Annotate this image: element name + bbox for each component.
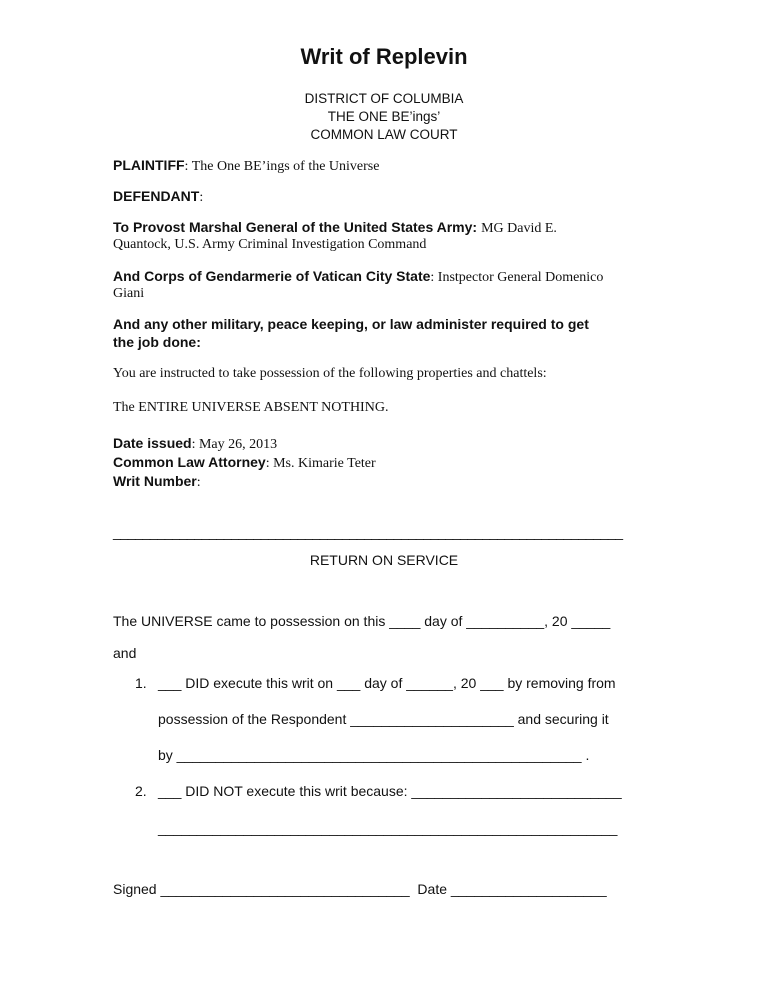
date-issued-field: Date issued: May 26, 2013 bbox=[113, 435, 278, 452]
document-title: Writ of Replevin bbox=[300, 44, 468, 69]
gendarmerie-field: And Corps of Gendarmerie of Vatican City State: Instpector General Domenico bbox=[113, 268, 604, 285]
provost-value: MG David E. bbox=[481, 221, 557, 236]
item-1-line1: ___ DID execute this writ on ___ day of ______, 20 ___ by removing from bbox=[158, 675, 616, 691]
court-type: COMMON LAW COURT bbox=[310, 127, 458, 142]
date-issued-label: Date issued bbox=[113, 435, 192, 451]
court-name: THE ONE BE’ings’ bbox=[327, 109, 441, 124]
item-1-line3: by ____________________________________________________ . bbox=[158, 747, 590, 763]
other-authorities-line1: And any other military, peace keeping, or law administer required to get bbox=[113, 316, 589, 332]
gendarmerie-label: And Corps of Gendarmerie of Vatican City State bbox=[113, 268, 431, 284]
defendant-field: DEFENDANT: bbox=[113, 188, 204, 205]
section-separator: _____________________________________________________________________ bbox=[113, 524, 623, 540]
item-2-number: 2. bbox=[135, 783, 147, 799]
attorney-label: Common Law Attorney bbox=[113, 454, 266, 470]
instruction-text: You are instructed to take possession of the following properties and chattels: bbox=[113, 366, 547, 381]
item-1-number: 1. bbox=[135, 675, 147, 691]
plaintiff-label: PLAINTIFF bbox=[113, 157, 185, 173]
plaintiff-value: The One BE’ings of the Universe bbox=[191, 159, 380, 174]
provost-field bbox=[113, 219, 557, 237]
defendant-label: DEFENDANT bbox=[113, 188, 200, 204]
possession-line: The UNIVERSE came to possession on this ____ day of __________, 20 _____ bbox=[113, 613, 611, 629]
attorney-field: Common Law Attorney: Ms. Kimarie Teter bbox=[113, 454, 376, 471]
and-text: and bbox=[113, 645, 137, 661]
item-1-line2: possession of the Respondent _____________________ and securing it bbox=[158, 711, 609, 727]
date-issued-value: May 26, 2013 bbox=[198, 437, 278, 452]
court-district: DISTRICT OF COLUMBIA bbox=[304, 91, 464, 106]
signature-line: Signed ________________________________ Date ____________________ bbox=[113, 881, 607, 897]
item-2-line2: ___________________________________________________________ bbox=[158, 820, 618, 836]
plaintiff-field: PLAINTIFF: The One BE’ings of the Universe bbox=[113, 157, 380, 174]
item-2-line1: ___ DID NOT execute this writ because: ___________________________ bbox=[158, 783, 622, 799]
gendarmerie-value-cont: Giani bbox=[113, 286, 145, 301]
gendarmerie-value: Instpector General Domenico bbox=[437, 270, 604, 285]
attorney-value: Ms. Kimarie Teter bbox=[273, 456, 376, 471]
property-text: The ENTIRE UNIVERSE ABSENT NOTHING. bbox=[113, 400, 389, 415]
writ-number-field: Writ Number: bbox=[113, 473, 201, 490]
return-heading: RETURN ON SERVICE bbox=[309, 552, 459, 568]
other-authorities-line2: the job done: bbox=[113, 334, 201, 350]
writ-number-label: Writ Number bbox=[113, 473, 197, 489]
provost-value-cont: Quantock, U.S. Army Criminal Investigation Command bbox=[113, 237, 427, 252]
provost-label: To Provost Marshal General of the United States Army: bbox=[113, 219, 478, 235]
